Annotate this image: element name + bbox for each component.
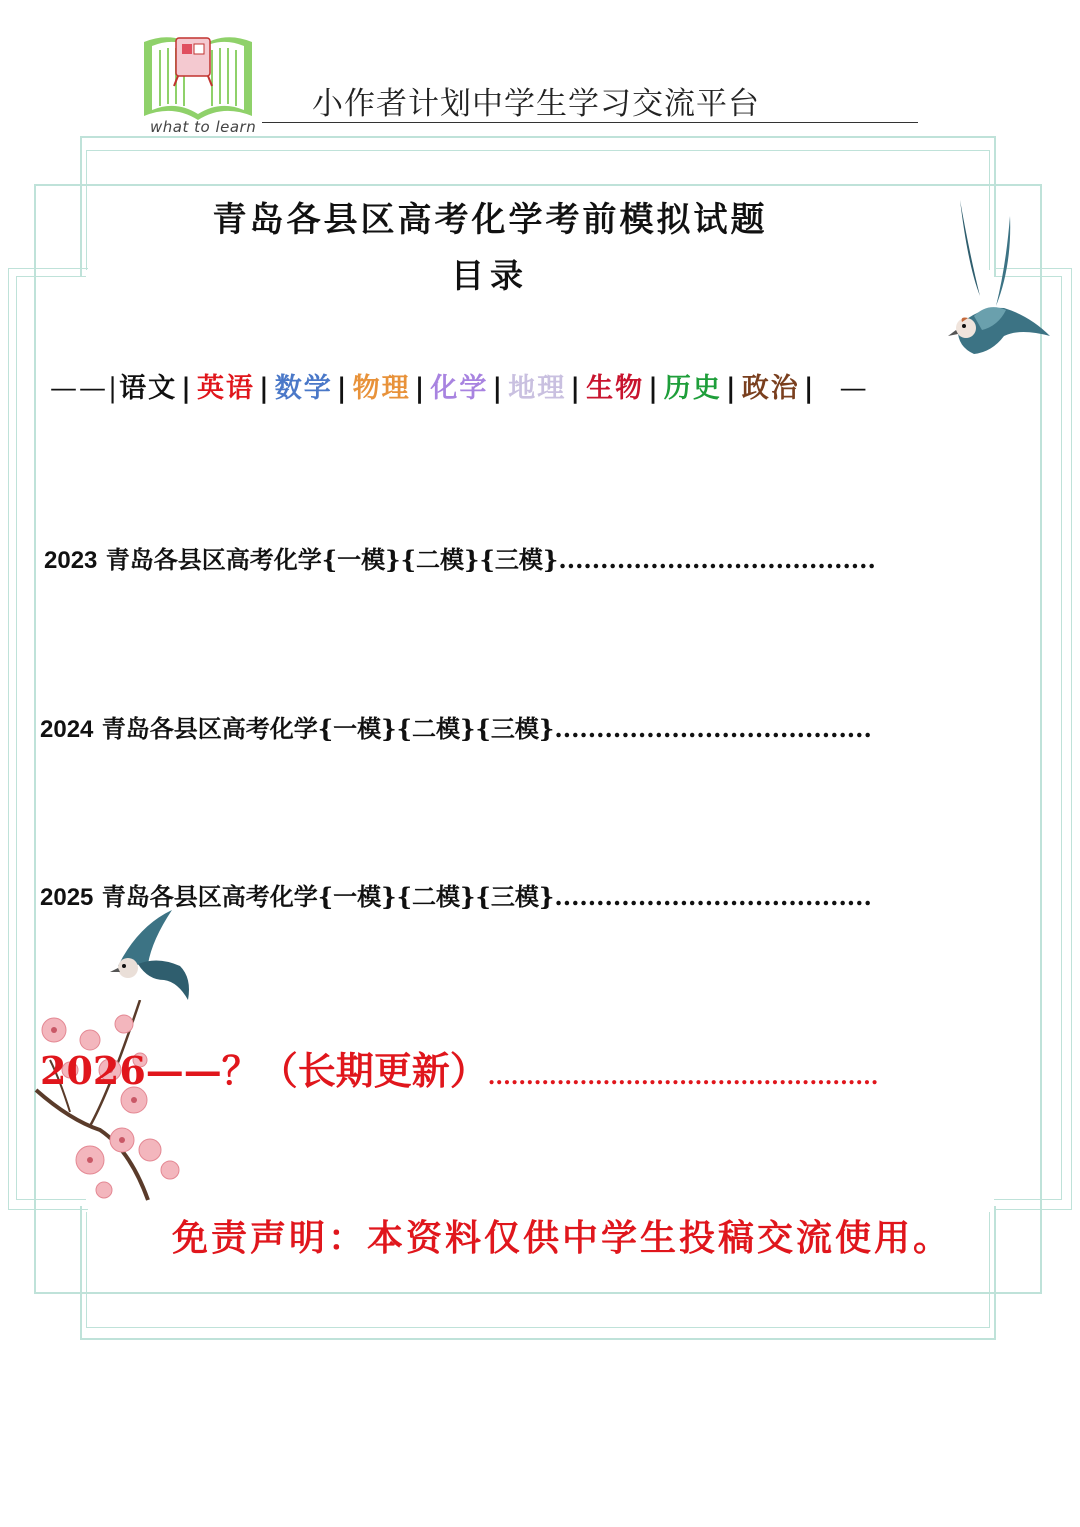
toc-entry-year: 2023 [44,547,98,574]
toc-entry-text: 青岛各县区高考化学{一模}{二模}{三模} [93,714,555,743]
subject-nav: ——|语文 | 英语 | 数学 | 物理 | 化学 | 地理 | 生物 | 历史 | 政治 | — [50,373,869,404]
swallow-illustration-bottom [108,906,198,1002]
subject-nav-tail: — [839,373,869,404]
subject-link-chinese[interactable]: 语文 [119,373,178,404]
subject-link-biology[interactable]: 生物 [586,373,645,404]
subject-link-history[interactable]: 历史 [663,373,722,404]
toc-entry-2023[interactable] [44,540,876,575]
toc-entry-2026-text: 2026——？（长期更新） [40,1048,488,1093]
toc-entry-leader: ...................................... [554,714,872,743]
platform-name: 小作者计划中学生学习交流平台 [312,86,760,122]
subject-link-chemistry[interactable]: 化学 [430,373,489,404]
subject-link-physics[interactable]: 物理 [352,373,411,404]
toc-entry-year: 2024 [40,716,94,743]
toc-entry-year: 2025 [40,884,94,911]
subject-nav-lead: ——| [50,373,120,404]
toc-entry-2024[interactable] [40,709,872,744]
subject-link-geography[interactable]: 地理 [508,373,567,404]
toc-entry-2026[interactable] [40,1040,878,1095]
header-rule [262,122,918,123]
subject-link-politics[interactable]: 政治 [741,373,800,404]
toc-entry-leader: ................................................... [487,1064,879,1090]
toc-entry-text: 青岛各县区高考化学{一模}{二模}{三模} [97,545,559,574]
subject-link-english[interactable]: 英语 [196,373,255,404]
disclaimer: 免责声明：本资料仅供中学生投稿交流使用。 [172,1217,953,1259]
logo-caption: what to learn [150,118,257,136]
subject-link-math[interactable]: 数学 [274,373,333,404]
page-title: 青岛各县区高考化学考前模拟试题 [212,200,768,240]
plum-blossom-illustration [30,1000,190,1210]
toc-entry-leader: ...................................... [554,882,872,911]
toc-entry-leader: ...................................... [558,545,876,574]
right-side-frame-inner [994,276,1062,1200]
toc-entry-text: 青岛各县区高考化学{一模}{二模}{三模} [93,882,555,911]
toc-heading: 目录 [451,256,529,295]
